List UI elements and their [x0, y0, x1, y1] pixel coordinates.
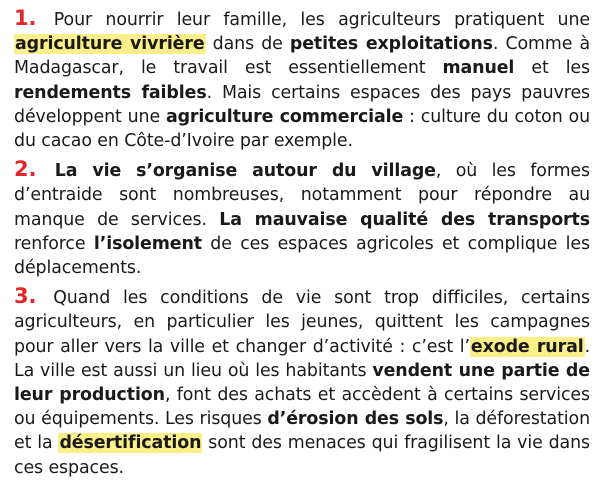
- text-segment: [40, 161, 54, 181]
- paragraph-number: 3.: [14, 284, 37, 309]
- text-segment: , où les formes d’entraide sont nombreuses, notamment pour répondre au manque de services.: [14, 161, 590, 230]
- paragraph-3: [14, 284, 590, 480]
- bold-term: petites exploitations: [289, 34, 493, 55]
- text-segment: dans de: [205, 34, 290, 55]
- paragraph-number: 1.: [14, 6, 37, 30]
- text-segment: , la déforestation et la: [14, 409, 590, 454]
- bold-term: d’érosion des sols: [267, 409, 444, 430]
- bold-term: vendent une partie de leur production: [14, 360, 590, 406]
- text-segment: . Comme à Madagascar, le travail est essentiellement: [14, 34, 591, 79]
- bold-term: agriculture commerciale: [165, 106, 404, 127]
- text-segment: Pour nourrir leur famille, les agriculteurs pratiquent une: [40, 10, 590, 30]
- text-segment: Quand les conditions de vie sont trop difficiles, certains agriculteurs, en particulier les jeunes, quittent les campagnes pour aller vers la ville et changer d’activité : c’est l’: [14, 288, 590, 357]
- text-segment: . La ville est aussi un lieu où les habitants: [14, 336, 590, 381]
- text-segment: et les: [514, 58, 590, 79]
- text-segment: . Mais certains espaces des pays pauvres développent une: [14, 82, 591, 127]
- bold-term: manuel: [442, 58, 515, 79]
- paragraph-1: [14, 6, 590, 153]
- highlighted-term: désertification: [59, 433, 202, 454]
- paragraph-number: 2.: [14, 157, 37, 182]
- bold-term: rendements faibles: [14, 82, 207, 103]
- text-segment: de ces espaces agricoles et complique les déplacements.: [14, 233, 590, 279]
- paragraph-2: [14, 157, 590, 280]
- highlighted-term: exode rural: [470, 336, 584, 357]
- bold-term: La mauvaise qualité des transports: [219, 209, 590, 230]
- bold-term: l’isolement: [93, 233, 202, 254]
- highlighted-term: agriculture vivrière: [15, 34, 205, 55]
- text-segment: renforce: [14, 233, 94, 254]
- bold-term: La vie s’organise autour du village: [54, 161, 436, 182]
- text-segment: sont des menaces qui fragilisent la vie dans ces espaces.: [14, 433, 590, 478]
- text-segment: , font des achats et accèdent à certains services ou équipements. Les risques: [14, 385, 590, 430]
- text-segment: : culture du coton ou du cacao en Côte-d’Ivoire par exemple.: [14, 106, 590, 152]
